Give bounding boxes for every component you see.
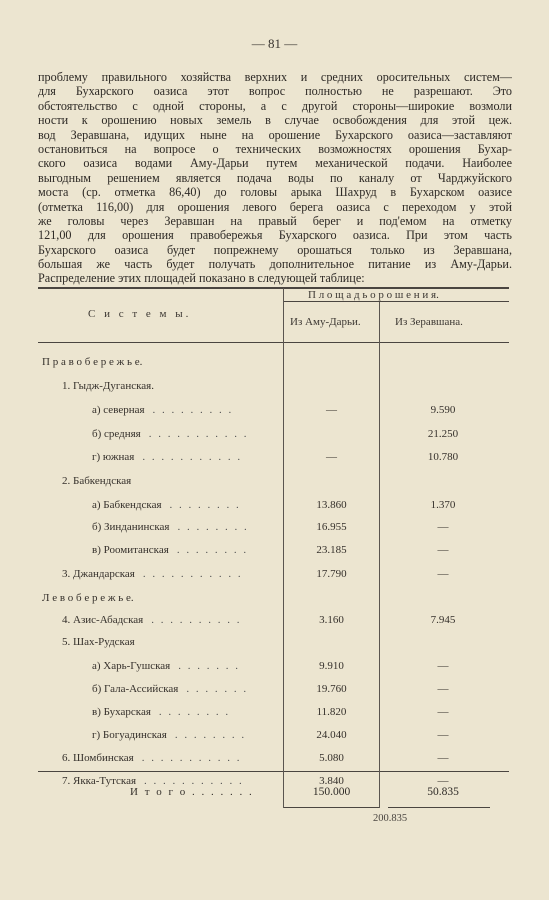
row-value-zeravshan: 9.590 bbox=[430, 404, 456, 416]
paragraph-line: выгодным решением является подача воды по каналу от Чарджуйского bbox=[38, 170, 512, 185]
paragraph-line: большая же часть будет получать дополнительное питание из Аму-Дарьи. bbox=[38, 257, 512, 272]
row-value-zeravshan: 1.370 bbox=[430, 499, 456, 511]
row-leader-dots: . . . . . . . . . . . bbox=[144, 775, 244, 787]
row-value-amu-darya: — bbox=[326, 451, 337, 463]
row-leader-dots: . . . . . . . . . . bbox=[151, 614, 242, 626]
row-name-text: б) Гала-Ассийская bbox=[92, 683, 179, 695]
row-name-text: 5. Шах-Рудская bbox=[62, 636, 135, 648]
row-name-text: а) Харь-Гушская bbox=[92, 660, 171, 672]
paragraph-line: моста (ср. отметка 86,40) до головы арыка Шахруд в Бухарском оазисе bbox=[38, 185, 512, 200]
row-value-amu-darya: 11.820 bbox=[316, 706, 347, 718]
row-value-zeravshan: — bbox=[437, 706, 449, 718]
row-value-zeravshan: — bbox=[437, 729, 449, 741]
table-row bbox=[38, 400, 508, 422]
paragraph-line: ского оазиса водами Аму-Дарьи путем механической подачи. Наиболее bbox=[38, 156, 512, 171]
row-name-text: г) Богуадинская bbox=[92, 729, 167, 741]
row-name bbox=[92, 404, 233, 416]
row-name-text: а) северная bbox=[92, 404, 145, 416]
table-row bbox=[38, 679, 508, 701]
row-leader-dots: . . . . . . . . . . . bbox=[141, 752, 242, 764]
row-value-amu-darya: 5.080 bbox=[319, 752, 344, 764]
row-value-amu-darya: 3.160 bbox=[319, 614, 344, 626]
paragraph-line: обстоятельство с одной стороны, а с другой стороны—широкие возмоли bbox=[38, 98, 512, 113]
table-row bbox=[38, 610, 508, 632]
row-leader-dots: . . . . . . . . bbox=[176, 544, 249, 556]
row-value-amu-darya: 3.840 bbox=[319, 775, 344, 787]
row-name-text: П р а в о б е р е ж ь е. bbox=[42, 356, 143, 368]
row-name bbox=[92, 521, 249, 533]
row-name bbox=[92, 544, 248, 556]
row-value-amu-darya: 19.760 bbox=[316, 683, 347, 695]
total-amu-darya: 150.000 bbox=[312, 786, 351, 798]
paragraph-line: остановиться на вопросе о технических возможностях орошения Бухар- bbox=[38, 141, 512, 156]
table-bottom-rule-2 bbox=[388, 807, 490, 808]
row-name bbox=[62, 752, 241, 764]
row-name-text: в) Роомитанская bbox=[92, 544, 169, 556]
row-name-text: в) Бухарская bbox=[92, 706, 151, 718]
table-row bbox=[38, 656, 508, 678]
row-name-text: 1. Гыдж-Дуганская. bbox=[62, 380, 154, 392]
table-row bbox=[38, 564, 508, 586]
row-value-amu-darya: 23.185 bbox=[316, 544, 347, 556]
body-paragraph bbox=[38, 70, 512, 286]
row-name-text: 7. Якка-Тутская bbox=[62, 775, 137, 787]
paragraph-line: для Бухарского оазиса этот вопрос полностью не разрешают. Это bbox=[38, 84, 512, 99]
row-leader-dots: . . . . . . . bbox=[178, 660, 240, 672]
row-name bbox=[92, 706, 230, 718]
row-leader-dots: . . . . . . . . . . . bbox=[142, 568, 243, 580]
row-leader-dots: . . . . . . . . bbox=[177, 521, 249, 533]
table-bottom-rule-1 bbox=[284, 807, 379, 808]
row-name-text: б) средняя bbox=[92, 428, 141, 440]
row-leader-dots: . . . . . . . . . . . bbox=[142, 451, 243, 463]
row-name-text: Л е в о б е р е ж ь е. bbox=[42, 592, 134, 604]
row-value-amu-darya: — bbox=[326, 404, 337, 416]
row-value-zeravshan: — bbox=[437, 775, 449, 787]
row-name bbox=[42, 592, 134, 604]
table-row bbox=[38, 748, 508, 770]
paragraph-line: 121,00 для орошения правобережья Бухарского оазиса. При этом часть bbox=[38, 228, 512, 243]
row-value-amu-darya: 24.040 bbox=[316, 729, 347, 741]
row-name bbox=[62, 568, 243, 580]
table-row bbox=[38, 702, 508, 724]
paragraph-line: ности к орошению новых земель в случае освобождения для этой цеж. bbox=[38, 113, 512, 128]
row-value-zeravshan: — bbox=[437, 544, 449, 556]
row-value-zeravshan: — bbox=[437, 568, 449, 580]
table-row bbox=[38, 725, 508, 747]
row-name-text: г) южная bbox=[92, 451, 135, 463]
row-name bbox=[92, 451, 242, 463]
paragraph-line: же головы через Зеравшан на правый берег и под'емом на отметку bbox=[38, 213, 512, 228]
row-name-text: 4. Азис-Абадская bbox=[62, 614, 144, 626]
row-name-text: а) Бабкендская bbox=[92, 499, 162, 511]
grand-total: 200.835 bbox=[372, 813, 408, 824]
table-row bbox=[38, 588, 508, 610]
table-row bbox=[38, 376, 508, 398]
table-row bbox=[38, 517, 508, 539]
row-value-zeravshan: — bbox=[437, 521, 449, 533]
row-value-zeravshan: 21.250 bbox=[427, 428, 459, 440]
row-value-amu-darya: 17.790 bbox=[316, 568, 347, 580]
row-name bbox=[92, 729, 246, 741]
row-leader-dots: . . . . . . . . bbox=[174, 729, 247, 741]
paragraph-line: (отметка 116,00) для орошения левого берега оазиса с переходом у этой bbox=[38, 199, 512, 214]
table-row bbox=[38, 447, 508, 469]
header-from-zeravshan: Из Зеравшана. bbox=[395, 316, 463, 328]
paragraph-line: проблему правильного хозяйства верхних и средних оросительных систем— bbox=[38, 70, 512, 84]
table-row bbox=[38, 632, 508, 654]
row-name bbox=[92, 660, 240, 672]
row-name-text: 2. Бабкендская bbox=[62, 475, 132, 487]
row-value-zeravshan: 10.780 bbox=[427, 451, 459, 463]
row-leader-dots: . . . . . . . . . . . bbox=[148, 428, 249, 440]
paragraph-line: Распределение этих площадей показано в следующей таблице: bbox=[38, 271, 365, 286]
row-name bbox=[62, 614, 241, 626]
row-name-text: 6. Шомбинская bbox=[62, 752, 134, 764]
row-value-amu-darya: 13.860 bbox=[316, 499, 347, 511]
table-row bbox=[38, 540, 508, 562]
table-row bbox=[38, 352, 508, 374]
row-name-text: 3. Джандарская bbox=[62, 568, 135, 580]
row-value-zeravshan: — bbox=[437, 752, 449, 764]
page-number: — 81 — bbox=[251, 36, 298, 51]
table-header-rule bbox=[38, 342, 509, 343]
row-value-amu-darya: 16.955 bbox=[316, 521, 347, 533]
row-name bbox=[62, 475, 131, 487]
row-name bbox=[92, 428, 248, 440]
row-leader-dots: . . . . . . . bbox=[186, 683, 249, 695]
row-leader-dots: . . . . . . . . bbox=[158, 706, 231, 718]
row-name bbox=[42, 356, 142, 368]
row-leader-dots: . . . . . . . . bbox=[169, 499, 241, 511]
row-value-zeravshan: — bbox=[437, 683, 449, 695]
table-area-subrule bbox=[284, 301, 509, 302]
table-row bbox=[38, 471, 508, 493]
row-name bbox=[92, 683, 248, 695]
table-row bbox=[38, 495, 508, 517]
row-name bbox=[92, 499, 241, 511]
row-leader-dots: . . . . . . . . . bbox=[152, 404, 234, 416]
total-zeravshan: 50.835 bbox=[427, 786, 459, 798]
paragraph-line: Бухарского оазиса будет попрежнему орошаться только из Зеравшана, bbox=[38, 242, 512, 257]
header-from-amu-darya: Из Аму-Дарьи. bbox=[290, 316, 361, 328]
table-row bbox=[38, 424, 508, 446]
row-name bbox=[62, 636, 135, 648]
paragraph-line: вод Зеравшана, идущих ныне на орошение Бухарского оазиса—заставляют bbox=[38, 127, 512, 142]
row-value-zeravshan: — bbox=[437, 660, 449, 672]
header-irrigation-area: П л о щ а д ь о р о ш е н и я. bbox=[308, 289, 439, 301]
row-name bbox=[62, 380, 154, 392]
row-name-text: б) Зинданинская bbox=[92, 521, 170, 533]
total-label: И т о г о . . . . . . . bbox=[130, 786, 254, 798]
row-value-zeravshan: 7.945 bbox=[430, 614, 456, 626]
row-value-amu-darya: 9.910 bbox=[319, 660, 344, 672]
header-systems: С и с т е м ы. bbox=[88, 308, 192, 320]
